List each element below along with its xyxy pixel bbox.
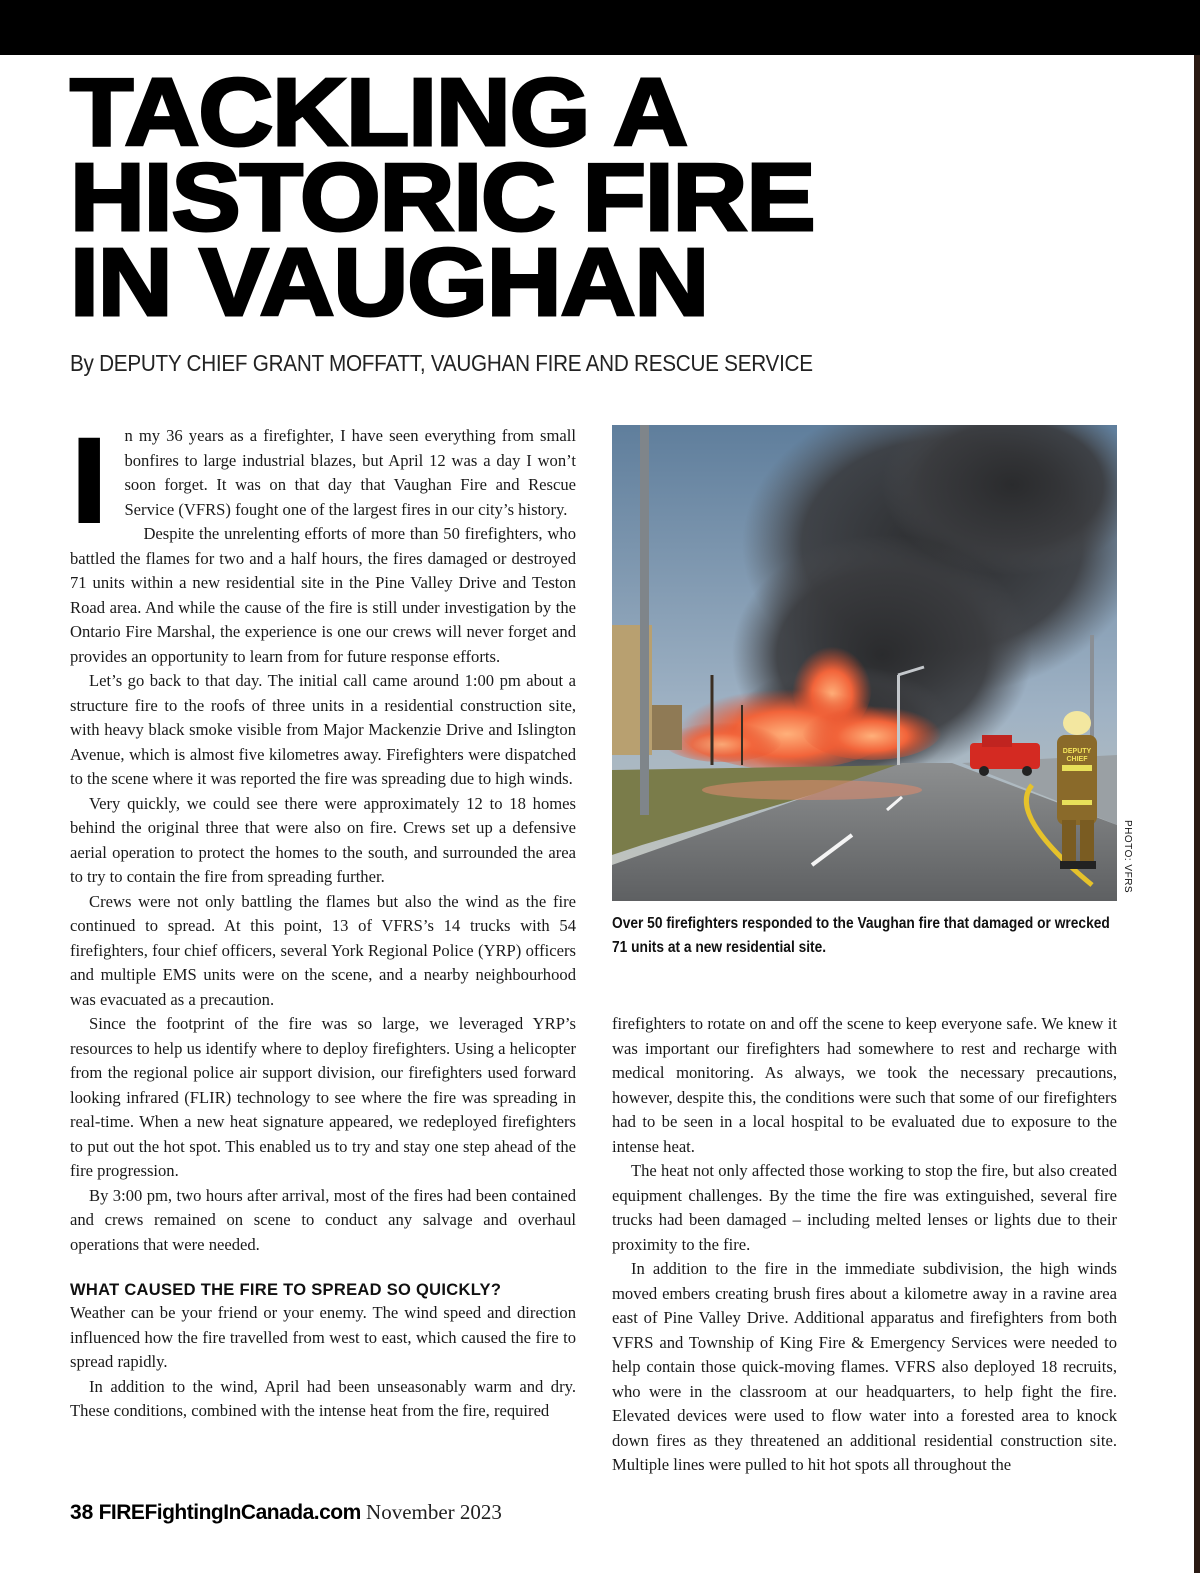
body-paragraph: Very quickly, we could see there were approximately 12 to 18 homes behind the original three that were also on fire. Crews set up a defensive aerial operation to protect the homes to the south, and surrounded the area to try to contain the fire from spreading further. — [70, 793, 576, 886]
headline-line-3: IN VAUGHAN — [70, 229, 709, 336]
top-black-bar — [0, 0, 1200, 55]
photo-credit-text: PHOTO: VFRS — [1122, 820, 1133, 894]
issue-date: November 2023 — [366, 1500, 502, 1524]
body-paragraph: Weather can be your friend or your enemy. The wind speed and direction influenced how the fire travelled from west to east, which caused the fire to spread rapidly. — [70, 1303, 576, 1371]
body-paragraph: Crews were not only battling the flames but also the wind as the fire continued to spread. At this point, 13 of VFRS’s 14 trucks with 54 firefighters, four chief officers, several York Regional Police (YRP) officers and multiple EMS units were on the scene, and a nearby neighbourhood was evacuated as a precaution. — [70, 891, 576, 1009]
body-paragraph: Since the footprint of the fire was so large, we leveraged YRP’s resources to help us identify where to deploy firefighters. Using a helicopter from the regional police air support division, our firefighters used forward looking infrared (FLIR) technology to see where the fire was spreading in real-time. When a new heat signature appeared, we redeployed firefighters to put out the hot spot. This enabled us to try and stay one step ahead of the fire progression. — [70, 1014, 576, 1180]
body-paragraph: In addition to the wind, April had been unseasonably warm and dry. These conditions, combined with the intense heat from the fire, required — [70, 1376, 576, 1420]
helmet-text-1: DEPUTY — [1062, 748, 1092, 755]
drop-cap: I — [68, 412, 110, 550]
photo-caption: Over 50 firefighters responded to the Vaughan fire that damaged or wrecked 71 units at a new residential site. — [612, 915, 1110, 956]
photo-credit — [1118, 820, 1138, 900]
headline-line-2: HISTORIC FIRE — [70, 144, 815, 251]
helmet-text-2: CHIEF — [1066, 756, 1088, 763]
left-column — [68, 412, 576, 1424]
page-edge-strip — [1194, 55, 1200, 1573]
body-paragraph: By 3:00 pm, two hours after arrival, most of the fires had been contained and crews remained on scene to conduct any salvage and overhaul operations that were needed. — [70, 1185, 576, 1254]
byline: By DEPUTY CHIEF GRANT MOFFATT, VAUGHAN FIRE AND RESCUE SERVICE — [70, 350, 813, 376]
body-paragraph: The heat not only affected those working to stop the fire, but also created equipment challenges. By the time the fire was extinguished, several fire trucks had been damaged – including melted lenses or lights due to their proximity to the fire. — [612, 1161, 1117, 1254]
body-paragraph: firefighters to rotate on and off the scene to keep everyone safe. We knew it was important our firefighters had somewhere to rest and recharge with medical monitoring. As always, we took the necessary precautions, however, despite this, the conditions were such that some of our firefighters had to be seen in a local hospital to be evaluated due to exposure to the intense heat. — [612, 1014, 1117, 1156]
body-paragraph: Despite the unrelenting efforts of more than 50 firefighters, who battled the flames for two and a half hours, the fires damaged or destroyed 71 units within a new residential site in the Pine Valley Drive and Teston Road area. And while the cause of the fire is still under investigation by the Ontario Fire Marshal, the experience is one our crews will never forget and provides an opportunity to learn from for future response efforts. — [70, 524, 576, 666]
article-headline — [70, 59, 1042, 336]
right-column — [612, 1012, 1117, 1478]
fire-scene-photo — [612, 425, 1117, 901]
page-number: 38 — [70, 1501, 94, 1524]
lead-paragraph: n my 36 years as a firefighter, I have seen everything from small bonfires to large industrial blazes, but April 12 was a day I won’t soon forget. It was on that day that Vaughan Fire and Rescue Service (VFRS) fought one of the largest fires in our city’s history. — [124, 426, 576, 519]
body-paragraph: Let’s go back to that day. The initial call came around 1:00 pm about a structure fire to the roofs of three units in a residential construction site, with heavy black smoke visible from Major Mackenzie Drive and Islington Avenue, which is almost five kilometres away. Firefighters were dispatched to the scene where it was reported the fire was spreading due to high winds. — [70, 671, 576, 788]
body-paragraph: In addition to the fire in the immediate subdivision, the high winds moved embers creating brush fires about a kilometre away in a ravine area east of Pine Valley Drive. Additional apparatus and firefighters from both VFRS and Township of King Fire & Emergency Services were needed to help contain those quick-moving flames. VFRS also deployed 18 recruits, who were in the classroom at our headquarters, to help fight the fire. Elevated devices were used to flow water into a forested area to knock down fires as they threatened an additional residential construction site. Multiple lines were pulled to hit hot spots all throughout the — [612, 1259, 1117, 1474]
page-footer — [70, 1500, 502, 1525]
headline-line-1: TACKLING A — [70, 59, 687, 166]
section-subhead: WHAT CAUSED THE FIRE TO SPREAD SO QUICKLY? — [70, 1281, 502, 1299]
site-name: FIREFightingInCanada.com — [98, 1501, 361, 1524]
